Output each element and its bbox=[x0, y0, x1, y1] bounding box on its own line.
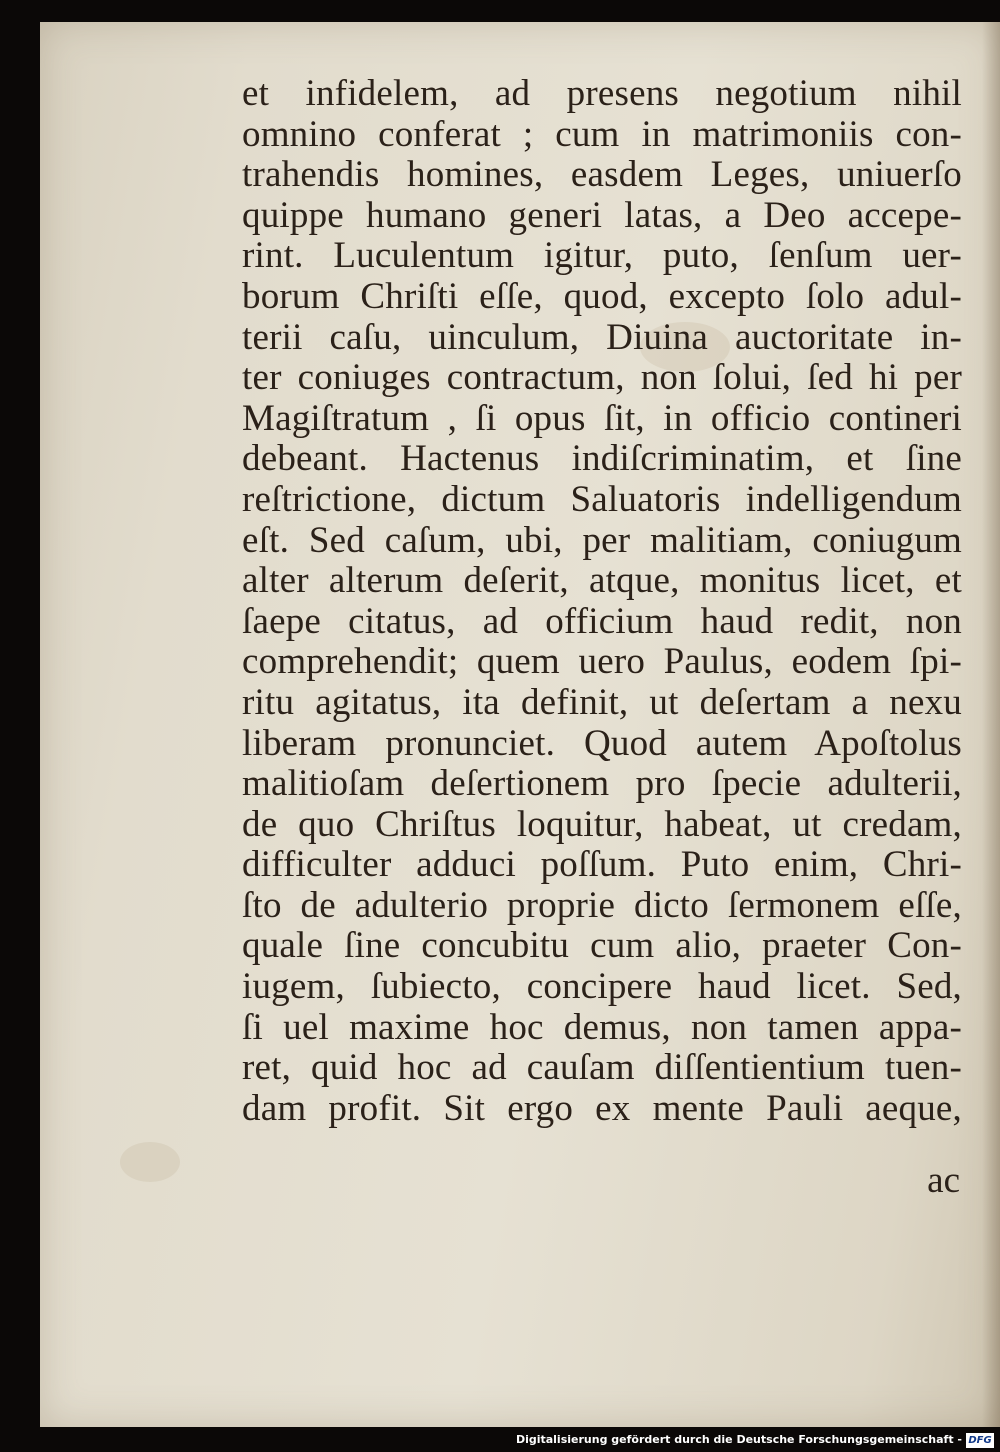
text-line: rint. Luculentum igitur, puto, ſenſum uer- bbox=[242, 235, 962, 277]
text-line: terii caſu, uinculum, Diuina auctoritate in- bbox=[242, 316, 962, 358]
text-line: quale ſine concubitu cum alio, praeter Con- bbox=[242, 925, 962, 967]
text-line: omnino conferat ; cum in matrimoniis con- bbox=[242, 113, 962, 155]
text-line: borum Chriſti eſſe, quod, excepto ſolo adul- bbox=[242, 275, 962, 317]
text-line: eſt. Sed caſum, ubi, per malitiam, coniugum bbox=[242, 519, 962, 561]
funding-credit: Digitalisierung gefördert durch die Deutsche Forschungsgemeinschaft - bbox=[515, 1433, 962, 1446]
text-line: difficulter adduci poſſum. Puto enim, Chri- bbox=[242, 844, 962, 886]
text-line: alter alterum deſerit, atque, monitus licet, et bbox=[242, 560, 962, 602]
text-line: de quo Chriſtus loquitur, habeat, ut credam, bbox=[242, 803, 962, 845]
paper-stain bbox=[120, 1142, 180, 1182]
text-line: Magiſtratum , ſi opus ſit, in officio contineri bbox=[242, 397, 962, 439]
text-line: ſto de adulterio proprie dicto ſermonem eſſe, bbox=[242, 884, 962, 926]
text-line: ritu agitatus, ita definit, ut deſertam a nexu bbox=[242, 681, 962, 723]
text-line: dam profit. Sit ergo ex mente Pauli aeque, bbox=[242, 1087, 962, 1129]
text-line: ſaepe citatus, ad officium haud redit, non bbox=[242, 600, 962, 642]
text-line: debeant. Hactenus indiſcriminatim, et ſine bbox=[242, 438, 962, 480]
footer-bar bbox=[0, 1427, 1000, 1452]
page-edge-shadow bbox=[982, 22, 1000, 1427]
body-text bbox=[242, 74, 962, 1129]
book-page bbox=[40, 22, 1000, 1427]
text-line: ter coniuges contractum, non ſolui, ſed hi per bbox=[242, 357, 962, 399]
text-line: et infidelem, ad presens negotium nihil bbox=[242, 73, 962, 114]
text-line: liberam pronunciet. Quod autem Apoſtolus bbox=[242, 722, 962, 764]
text-line: trahendis homines, easdem Leges, uniuerſo bbox=[242, 154, 962, 196]
text-line: ret, quid hoc ad cauſam diſſentientium tuen- bbox=[242, 1047, 962, 1089]
text-line: ſi uel maxime hoc demus, non tamen appa- bbox=[242, 1006, 962, 1048]
text-line: iugem, ſubiecto, concipere haud licet. Sed, bbox=[242, 966, 962, 1008]
text-line: comprehendit; quem uero Paulus, eodem ſpi- bbox=[242, 641, 962, 683]
catchword: ac bbox=[927, 1160, 960, 1201]
text-line: reſtrictione, dictum Saluatoris indelligendum bbox=[242, 478, 962, 520]
text-line: malitioſam deſertionem pro ſpecie adulterii, bbox=[242, 763, 962, 805]
dfg-logo-icon: DFG bbox=[966, 1433, 994, 1448]
text-line: quippe humano generi latas, a Deo accepe- bbox=[242, 194, 962, 236]
